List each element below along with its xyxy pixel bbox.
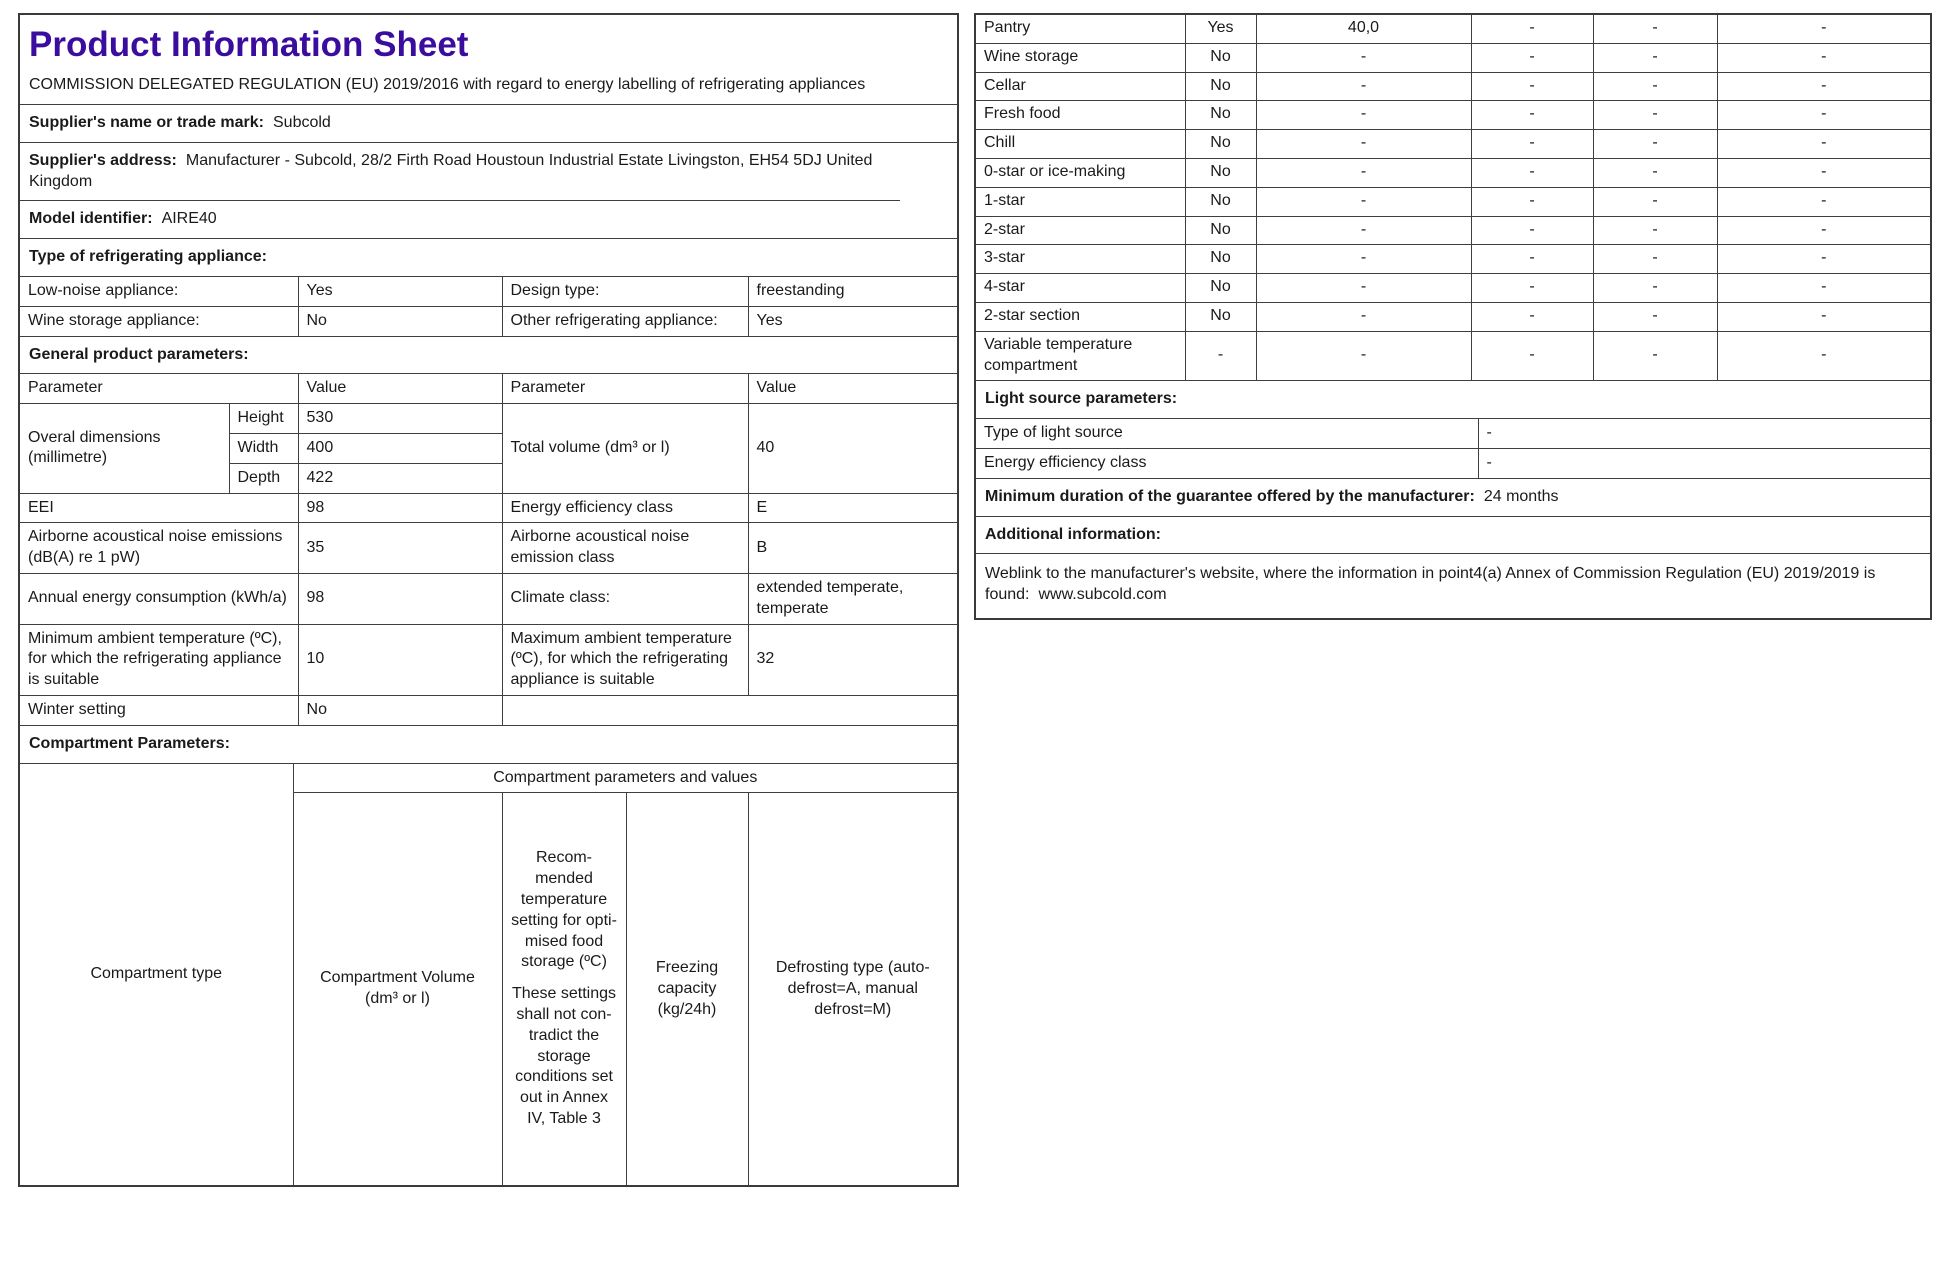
compartment-defrost-cell: - <box>1717 158 1930 187</box>
page-title: Product Information Sheet <box>29 25 469 64</box>
param-label-cell: Other refrigerating appliance: <box>502 306 748 335</box>
weblink-text: Weblink to the manufacturer's website, where the information in point4(a) Annex of Commission Regulation (EU) 2019/2019 is found: <box>985 565 1876 604</box>
compartment-temp-cell: - <box>1471 274 1593 303</box>
compartment-defrost-cell: - <box>1717 101 1930 130</box>
defrosting-type-header-cell: Defrosting type (auto-defrost=A, manual defrost=M) <box>748 793 957 1185</box>
compartment-defrost-cell: - <box>1717 130 1930 159</box>
supplier-address-value: Manufacturer - Subcold, 28/2 Firth Road Houstoun Industrial Estate Livingston, EH54 5DJ United Kingdom <box>29 151 873 190</box>
guarantee-value: 24 months <box>1483 487 1559 505</box>
column-header: Value <box>298 374 502 403</box>
compartment-present-cell: No <box>1185 72 1256 101</box>
compartment-freezing-cell: - <box>1593 158 1717 187</box>
table-row <box>976 130 1930 159</box>
table-row <box>976 245 1930 274</box>
compartment-temp-cell: - <box>1471 43 1593 72</box>
compartment-type-cell: 2-star section <box>976 302 1185 331</box>
param-value-cell: Yes <box>748 306 957 335</box>
param-value-cell: No <box>298 695 502 724</box>
param-value-cell: 98 <box>298 574 502 625</box>
compartment-volume-cell: - <box>1256 245 1471 274</box>
temperature-header-paragraph-1: Recommended temperature setting for optimised food storage (ºC) <box>511 849 617 971</box>
table-row <box>20 695 957 724</box>
param-label-cell: Low-noise appliance: <box>20 277 298 306</box>
guarantee-row <box>976 479 1930 517</box>
model-identifier-label: Model identifier: <box>29 210 153 228</box>
table-row <box>20 624 957 695</box>
compartment-defrost-cell: - <box>1717 331 1930 380</box>
table-row <box>976 216 1930 245</box>
compartment-present-cell: No <box>1185 302 1256 331</box>
compartment-present-cell: Yes <box>1185 15 1256 43</box>
compartment-temp-cell: - <box>1471 15 1593 43</box>
table-row <box>976 187 1930 216</box>
model-identifier-row <box>20 201 957 239</box>
compartment-freezing-cell: - <box>1593 245 1717 274</box>
table-row <box>976 43 1930 72</box>
type-section-heading: Type of refrigerating appliance: <box>20 239 957 277</box>
table-row <box>20 523 957 574</box>
param-label-cell: Energy efficiency class <box>976 448 1478 477</box>
param-value-cell: freestanding <box>748 277 957 306</box>
param-label-cell: Minimum ambient temperature (ºC), for which the refrigerating appliance is suitable <box>20 624 298 695</box>
dimension-name-cell: Height <box>229 404 298 434</box>
compartment-volume-cell: - <box>1256 130 1471 159</box>
compartment-type-cell: Pantry <box>976 15 1185 43</box>
param-label-cell: Design type: <box>502 277 748 306</box>
type-table <box>20 277 957 336</box>
compartment-defrost-cell: - <box>1717 15 1930 43</box>
compartment-volume-cell: 40,0 <box>1256 15 1471 43</box>
compartment-present-cell: - <box>1185 331 1256 380</box>
table-row <box>976 101 1930 130</box>
weblink-url: www.subcold.com <box>1038 586 1167 604</box>
light-source-table <box>976 419 1930 478</box>
weblink-row <box>976 554 1930 618</box>
light-source-table-wrap <box>976 419 1930 479</box>
table-row <box>976 158 1930 187</box>
param-value-cell: No <box>298 306 502 335</box>
compartment-type-cell: 2-star <box>976 216 1185 245</box>
compartment-freezing-cell: - <box>1593 72 1717 101</box>
param-value-cell: 35 <box>298 523 502 574</box>
param-label-cell: Type of light source <box>976 419 1478 448</box>
param-label-cell: Maximum ambient temperature (ºC), for which the refrigerating appliance is suitable <box>502 624 748 695</box>
compartment-present-cell: No <box>1185 187 1256 216</box>
compartment-volume-cell: - <box>1256 72 1471 101</box>
param-value-cell: - <box>1478 448 1930 477</box>
type-table-wrap <box>20 277 957 337</box>
compartment-present-cell: No <box>1185 101 1256 130</box>
general-parameters-table <box>20 374 957 724</box>
table-row <box>20 574 957 625</box>
column-header: Parameter <box>502 374 748 403</box>
compartment-volume-cell: - <box>1256 302 1471 331</box>
table-row <box>976 419 1930 448</box>
compartment-temp-cell: - <box>1471 216 1593 245</box>
compartment-type-cell: 3-star <box>976 245 1185 274</box>
compartment-defrost-cell: - <box>1717 274 1930 303</box>
param-label-cell: Wine storage appliance: <box>20 306 298 335</box>
compartment-present-cell: No <box>1185 274 1256 303</box>
table-row <box>976 274 1930 303</box>
freezing-capacity-header-cell: Freezing capacity (kg/24h) <box>626 793 748 1185</box>
table-row <box>976 72 1930 101</box>
table-row <box>20 493 957 523</box>
param-value-cell: extended temperate, temperate <box>748 574 957 625</box>
general-section-heading: General product parameters: <box>20 337 957 375</box>
compartment-type-header-cell: Compartment type <box>20 764 293 1185</box>
compartment-values-table <box>976 15 1930 380</box>
compartment-present-cell: No <box>1185 158 1256 187</box>
compartment-values-table-wrap <box>976 15 1930 381</box>
param-label-cell: EEI <box>20 493 298 523</box>
compartment-defrost-cell: - <box>1717 187 1930 216</box>
compartment-type-cell: Cellar <box>976 72 1185 101</box>
column-header: Parameter <box>20 374 298 403</box>
table-row <box>20 306 957 335</box>
table-row <box>976 448 1930 477</box>
param-value-cell: E <box>748 493 957 523</box>
param-label-cell: Energy efficiency class <box>502 493 748 523</box>
param-label-cell: Airborne acoustical noise emissions (dB(A) re 1 pW) <box>20 523 298 574</box>
compartment-defrost-cell: - <box>1717 216 1930 245</box>
compartment-temp-cell: - <box>1471 101 1593 130</box>
empty-cell <box>502 695 957 724</box>
dimensions-label-cell: Overal dimensions (millimetre) <box>20 404 229 493</box>
compartment-volume-header-cell: Compartment Volume (dm³ or l) <box>293 793 502 1185</box>
compartment-defrost-cell: - <box>1717 43 1930 72</box>
compartment-defrost-cell: - <box>1717 245 1930 274</box>
compartment-volume-cell: - <box>1256 274 1471 303</box>
param-value-cell: 32 <box>748 624 957 695</box>
dimension-value-cell: 400 <box>298 434 502 464</box>
compartment-header-table-wrap <box>20 764 957 1185</box>
table-row <box>20 404 957 434</box>
param-label-cell: Airborne acoustical noise emission class <box>502 523 748 574</box>
dimension-name-cell: Width <box>229 434 298 464</box>
compartment-temp-cell: - <box>1471 72 1593 101</box>
compartment-type-cell: 4-star <box>976 274 1185 303</box>
compartment-volume-cell: - <box>1256 216 1471 245</box>
param-value-cell: B <box>748 523 957 574</box>
compartment-volume-cell: - <box>1256 101 1471 130</box>
compartment-temperature-header-cell <box>502 793 626 1185</box>
compartment-freezing-cell: - <box>1593 302 1717 331</box>
compartment-temp-cell: - <box>1471 331 1593 380</box>
compartment-defrost-cell: - <box>1717 72 1930 101</box>
compartment-defrost-cell: - <box>1717 302 1930 331</box>
table-row <box>976 331 1930 380</box>
compartment-type-cell: Wine storage <box>976 43 1185 72</box>
compartment-present-cell: No <box>1185 130 1256 159</box>
compartment-freezing-cell: - <box>1593 43 1717 72</box>
compartment-type-cell: Chill <box>976 130 1185 159</box>
compartment-volume-cell: - <box>1256 158 1471 187</box>
compartment-present-cell: No <box>1185 245 1256 274</box>
param-value-cell: - <box>1478 419 1930 448</box>
compartment-temp-cell: - <box>1471 245 1593 274</box>
compartment-freezing-cell: - <box>1593 15 1717 43</box>
supplier-address-label: Supplier's address: <box>29 151 177 169</box>
compartment-temp-cell: - <box>1471 187 1593 216</box>
temperature-header-paragraph-2: These settings shall not contradict the storage conditions set out in Annex IV, Table 3 <box>511 985 617 1127</box>
param-value-cell: Yes <box>298 277 502 306</box>
supplier-name-label: Supplier's name or trade mark: <box>29 114 264 132</box>
compartment-freezing-cell: - <box>1593 216 1717 245</box>
compartment-freezing-cell: - <box>1593 274 1717 303</box>
product-sheet-right-panel <box>974 13 1932 620</box>
param-label-cell: Total volume (dm³ or l) <box>502 404 748 493</box>
supplier-name-row <box>20 105 957 143</box>
compartment-present-cell: No <box>1185 43 1256 72</box>
regulation-text: COMMISSION DELEGATED REGULATION (EU) 2019/2016 with regard to energy labelling of refrigerating appliances <box>29 76 866 94</box>
param-value-cell: 40 <box>748 404 957 493</box>
compartment-volume-cell: - <box>1256 187 1471 216</box>
param-value-cell: 98 <box>298 493 502 523</box>
compartment-freezing-cell: - <box>1593 130 1717 159</box>
compartment-temp-cell: - <box>1471 158 1593 187</box>
guarantee-label: Minimum duration of the guarantee offered by the manufacturer: <box>985 487 1475 505</box>
additional-information-heading: Additional information: <box>976 517 1930 555</box>
column-header: Value <box>748 374 957 403</box>
param-label-cell: Winter setting <box>20 695 298 724</box>
compartment-header-table <box>20 764 957 1185</box>
compartment-type-cell: 0-star or ice-making <box>976 158 1185 187</box>
dimension-name-cell: Depth <box>229 463 298 493</box>
general-parameters-table-wrap <box>20 374 957 725</box>
supplier-address-row <box>20 143 900 202</box>
compartment-freezing-cell: - <box>1593 101 1717 130</box>
compartment-volume-cell: - <box>1256 43 1471 72</box>
compartment-span-header-cell: Compartment parameters and values <box>293 764 957 793</box>
light-source-section-heading: Light source parameters: <box>976 381 1930 419</box>
compartment-type-cell: Variable temperature compartment <box>976 331 1185 380</box>
compartment-temp-cell: - <box>1471 302 1593 331</box>
product-sheet-left-panel <box>18 13 959 1187</box>
dimension-value-cell: 422 <box>298 463 502 493</box>
compartment-present-cell: No <box>1185 216 1256 245</box>
model-identifier-value: AIRE40 <box>161 210 217 228</box>
title-block <box>20 15 957 105</box>
supplier-name-value: Subcold <box>273 114 331 132</box>
param-label-cell: Annual energy consumption (kWh/a) <box>20 574 298 625</box>
compartment-temp-cell: - <box>1471 130 1593 159</box>
table-row <box>20 277 957 306</box>
table-row <box>20 764 957 793</box>
param-value-cell: 10 <box>298 624 502 695</box>
compartment-freezing-cell: - <box>1593 331 1717 380</box>
table-row <box>976 302 1930 331</box>
compartment-section-heading: Compartment Parameters: <box>20 726 957 764</box>
table-header-row <box>20 374 957 403</box>
compartment-freezing-cell: - <box>1593 187 1717 216</box>
dimension-value-cell: 530 <box>298 404 502 434</box>
compartment-type-cell: Fresh food <box>976 101 1185 130</box>
compartment-volume-cell: - <box>1256 331 1471 380</box>
compartment-type-cell: 1-star <box>976 187 1185 216</box>
param-label-cell: Climate class: <box>502 574 748 625</box>
table-row <box>976 15 1930 43</box>
